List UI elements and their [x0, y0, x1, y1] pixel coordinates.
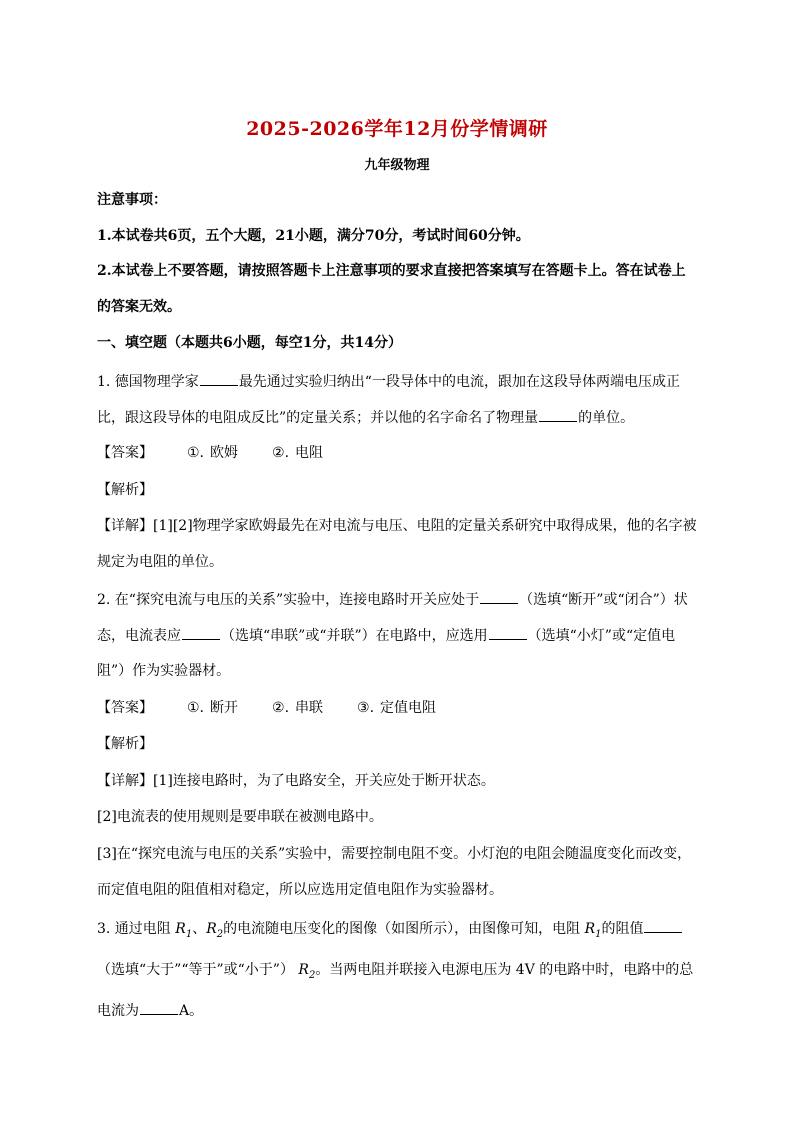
answer-blank: [140, 1000, 178, 1015]
subscript: 1: [595, 928, 602, 940]
answer-value-2: 电阻: [295, 445, 324, 461]
answer-blank: [539, 407, 577, 422]
question-2-line-2: [97, 625, 675, 646]
question-3-text-d: （选填“大于”“等于”或“小于”）: [97, 962, 294, 978]
question-1-text-a: 1. 德国物理学家: [97, 374, 199, 390]
question-1-text-c: 比，跟这段导体的电阻成反比”的定量关系；并以他的名字命名了物理量: [97, 410, 539, 426]
answer-mark-2: ②.: [272, 700, 290, 716]
question-3-line-1: [97, 918, 683, 945]
question-2-analysis-label: 【解析】: [97, 736, 153, 752]
answer-blank: [182, 625, 220, 640]
notice-item-1: 1.本试卷共6页，五个大题，21小题，满分70分，考试时间60分钟。: [97, 228, 530, 244]
question-3-text-e: 。当两电阻并联接入电源电压为: [315, 962, 512, 978]
answer-value-2: 串联: [295, 700, 324, 716]
notice-item-2-line-2: 的答案无效。: [97, 299, 181, 315]
question-3-line-3: [97, 1000, 203, 1021]
question-2-text-d: （选填“串联”或“并联”）在电路中，应选用: [221, 628, 488, 644]
notice-heading: 注意事项：: [97, 192, 167, 208]
answer-blank: [644, 918, 682, 933]
answer-mark-3: ③.: [357, 700, 375, 716]
subscript: 1: [185, 928, 193, 940]
question-1-text-b: 最先通过实验归纳出“一段导体中的电流，跟加在这段导体两端电压成正: [238, 374, 680, 390]
answer-mark-2: ②.: [272, 445, 290, 461]
answer-value-1: 欧姆: [210, 445, 239, 461]
symbol-r: R: [298, 962, 309, 978]
page-title: 2025-2026学年12月份学情调研: [246, 118, 548, 140]
answer-mark-1: ①.: [187, 445, 205, 461]
resistor-r1-symbol: [175, 921, 193, 940]
question-3-text-a: 3. 通过电阻: [97, 921, 171, 937]
question-1-line-1: [97, 371, 680, 392]
question-3-text-g: 电流为: [97, 1003, 139, 1019]
answer-value-1: 断开: [210, 700, 239, 716]
question-2-answer: [97, 698, 436, 718]
question-2-text-c: 态，电流表应: [97, 628, 181, 644]
answer-label: 【答案】: [97, 445, 153, 461]
question-3-text-h: A。: [179, 1003, 204, 1019]
separator: 、: [192, 921, 207, 937]
answer-blank: [489, 625, 527, 640]
resistor-r2-symbol: [298, 962, 316, 981]
question-1-answer: [97, 443, 323, 463]
answer-blank: [200, 371, 238, 386]
subscript: 2: [308, 969, 316, 981]
question-1-detail-line-1: 【详解】[1][2]物理学家欧姆最先在对电流与电压、电阻的定量关系研究中取得成果，他的名字被: [97, 518, 697, 534]
question-2-detail-1: 【详解】[1]连接电路时，为了电路安全，开关应处于断开状态。: [97, 773, 495, 789]
question-3-text-f: 的电路中时，电路中的总: [539, 962, 694, 978]
answer-mark-1: ①.: [187, 700, 205, 716]
section-1-heading: 一、填空题（本题共6小题，每空1分，共14分）: [97, 335, 402, 351]
page-subtitle: 九年级物理: [364, 158, 430, 173]
question-1-detail-line-2: 规定为电阻的单位。: [97, 554, 223, 570]
question-2-detail-2: [2]电流表的使用规则是要串联在被测电路中。: [97, 809, 383, 825]
notice-item-2-line-1: 2.本试卷上不要答题，请按照答题卡上注意事项的要求直接把答案填写在答题卡上。答在试卷上: [97, 263, 686, 279]
question-3-text-b: 的电流随电压变化的图像（如图所示），由图像可知，电阻: [223, 921, 581, 937]
question-2-detail-3b: 而定值电阻的阻值相对稳定，所以应选用定值电阻作为实验器材。: [97, 882, 503, 898]
question-1-analysis-label: 【解析】: [97, 482, 153, 498]
answer-label: 【答案】: [97, 700, 153, 716]
symbol-r: R: [584, 921, 596, 937]
answer-value-3: 定值电阻: [380, 700, 437, 716]
question-2-text-b: （选填“断开”或“闭合”）状: [519, 592, 688, 608]
voltage-value: 4V: [515, 962, 535, 978]
question-3-line-2: [97, 960, 693, 986]
symbol-r: R: [175, 921, 186, 937]
resistor-r2-symbol: [206, 921, 224, 940]
question-2-detail-3a: [3]在“探究电流与电压的关系”实验中，需要控制电阻不变。小灯泡的电阻会随温度变化而改变，: [97, 846, 692, 862]
question-2-line-1: [97, 589, 688, 610]
question-3-text-c: 的阻值: [601, 921, 644, 937]
question-1-line-2: [97, 407, 634, 428]
symbol-r: R: [206, 921, 217, 937]
question-2-text-a: 2. 在“探究电流与电压的关系”实验中，连接电路时开关应处于: [97, 592, 480, 608]
resistor-r1-symbol: [584, 921, 602, 940]
question-1-text-d: 的单位。: [578, 410, 635, 426]
answer-blank: [480, 589, 518, 604]
question-2-line-3: 阻”）作为实验器材。: [97, 663, 231, 679]
question-2-text-e: （选填“小灯”或“定值电: [527, 628, 676, 644]
subscript: 2: [216, 928, 224, 940]
